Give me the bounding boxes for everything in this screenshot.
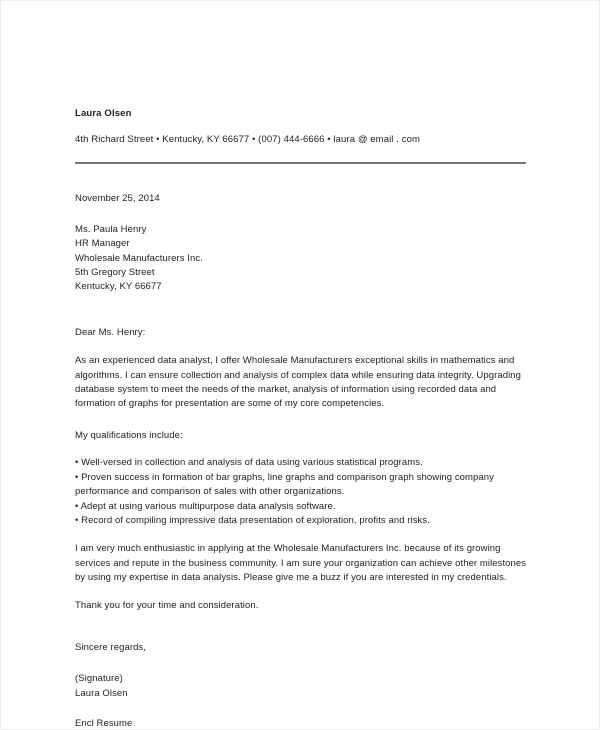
recipient-address-block bbox=[75, 223, 527, 294]
list-item: • Record of compiling impressive data presentation of exploration, profits and risks. bbox=[75, 515, 430, 527]
opening-paragraph: As an experienced data analyst, I offer Wholesale Manufacturers exceptional skills in mathematics and algorithms. I can ensure collection and analysis of complex data while ensuring data integrity. Upgrading database system to meet the needs of the market, analysis of information using recorded data and formation of graphs for presentation are some of my core competencies. bbox=[75, 355, 521, 410]
enclosure-note: Encl Resume bbox=[75, 717, 133, 729]
letter-body bbox=[75, 107, 527, 730]
salutation: Dear Ms. Henry: bbox=[75, 327, 146, 339]
qualifications-list bbox=[75, 456, 527, 528]
closing-salutation: Sincere regards, bbox=[75, 642, 146, 654]
list-item: • Proven success in formation of bar graphs, line graphs and comparison graph showing company performance and comparison of sales with other organizations. bbox=[75, 471, 494, 498]
signature-block bbox=[75, 672, 527, 700]
qualifications-intro: My qualifications include: bbox=[75, 430, 183, 442]
recipient-street: 5th Gregory Street bbox=[75, 266, 155, 278]
list-item: • Well-versed in collection and analysis of data using various statistical programs. bbox=[75, 457, 423, 469]
letterhead-divider bbox=[75, 162, 526, 164]
recipient-name: Ms. Paula Henry bbox=[75, 224, 147, 236]
thank-you-line: Thank you for your time and consideration. bbox=[75, 600, 259, 612]
recipient-company: Wholesale Manufacturers Inc. bbox=[75, 252, 203, 264]
recipient-city-state-zip: Kentucky, KY 66677 bbox=[75, 281, 162, 293]
letterhead-contact-line: 4th Richard Street • Kentucky, KY 66677 • (007) 444-6666 • laura @ email . com bbox=[75, 134, 420, 145]
signer-name: Laura Olsen bbox=[75, 687, 128, 699]
letterhead-name: Laura Olsen bbox=[75, 108, 132, 119]
enthusiasm-paragraph: I am very much enthusiastic in applying at the Wholesale Manufacturers Inc. because of its growing services and repute in the business community. I am sure your organization can achieve other milestones by using my expertise in data analysis. Please give me a buzz if you are interested in my credentials. bbox=[75, 543, 527, 583]
signature-placeholder: (Signature) bbox=[75, 673, 123, 685]
recipient-title: HR Manager bbox=[75, 238, 130, 250]
list-item: • Adept at using various multipurpose data analysis software. bbox=[75, 500, 336, 512]
letter-date: November 25, 2014 bbox=[75, 193, 160, 204]
